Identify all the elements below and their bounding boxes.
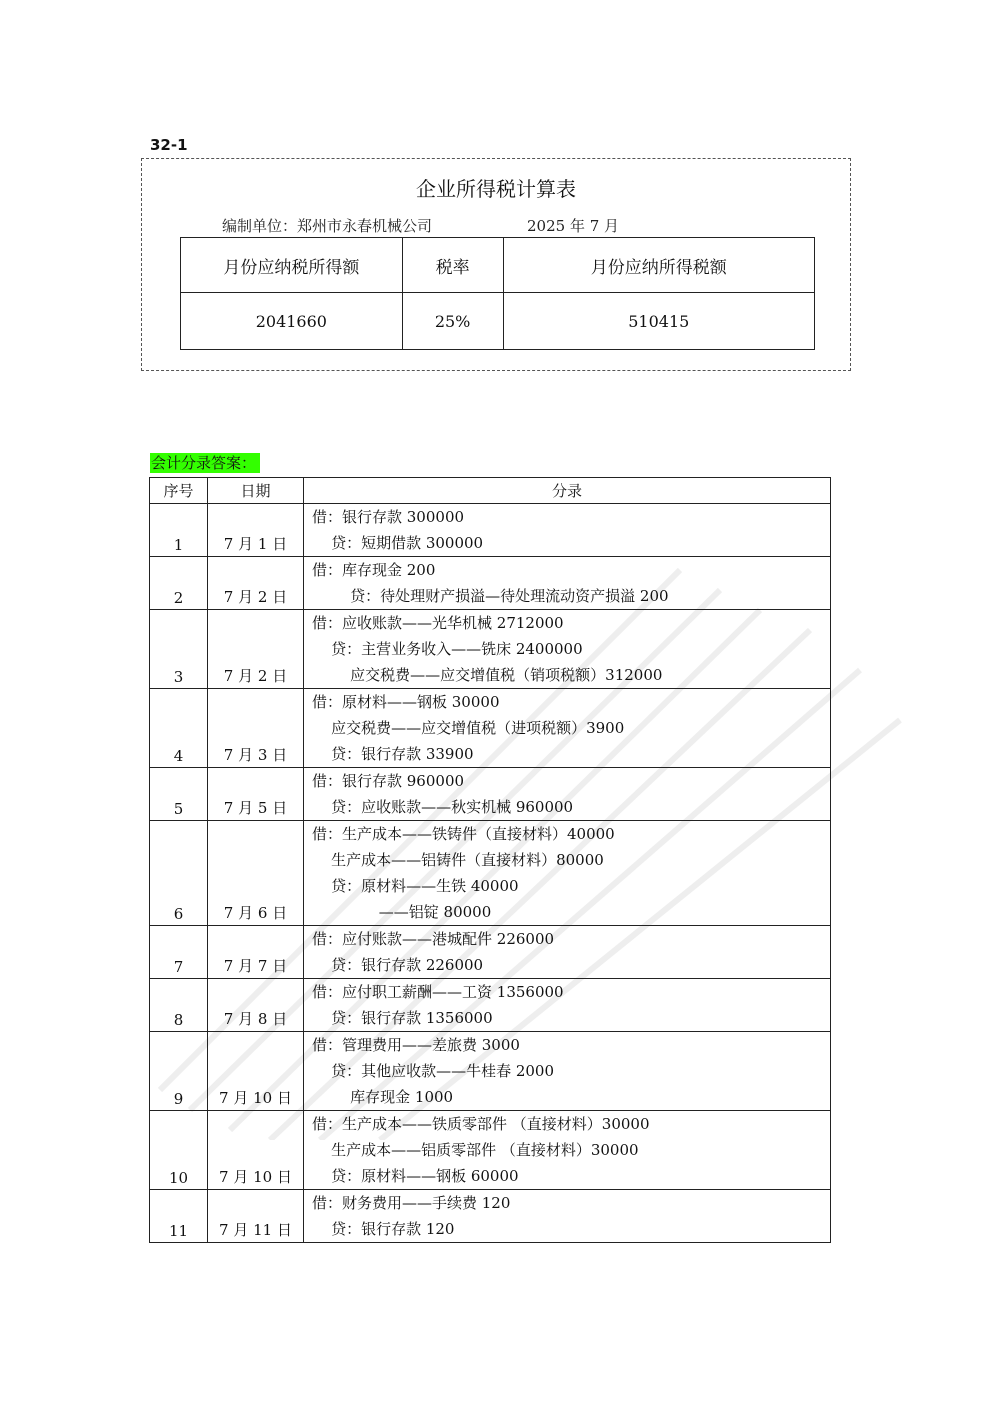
entry-line: 生产成本——铝质零部件 （直接材料）30000 bbox=[312, 1141, 639, 1159]
header-tax-payable: 月份应纳所得税额 bbox=[503, 238, 814, 293]
entry-line: 贷：银行存款 226000 bbox=[312, 956, 484, 974]
entry-num: 11 bbox=[150, 1190, 208, 1243]
unit-label: 编制单位：郑州市永春机械公司 bbox=[222, 217, 433, 235]
entry-line: 贷：银行存款 120 bbox=[312, 1220, 455, 1238]
entry-line: 贷：银行存款 1356000 bbox=[312, 1009, 493, 1027]
table-row bbox=[150, 1190, 831, 1243]
entry-line: 借：银行存款 960000 bbox=[312, 772, 465, 790]
entry-content bbox=[304, 768, 831, 821]
value-taxable-income: 2041660 bbox=[181, 293, 403, 350]
calc-title: 企业所得税计算表 bbox=[416, 177, 576, 201]
table-row bbox=[150, 610, 831, 689]
entry-line: 借：财务费用——手续费 120 bbox=[312, 1194, 511, 1212]
entry-date: 7 月 10 日 bbox=[208, 1032, 304, 1111]
table-row bbox=[150, 504, 831, 557]
entry-line: 借：应付职工薪酬——工资 1356000 bbox=[312, 983, 564, 1001]
entry-num: 6 bbox=[150, 821, 208, 926]
tax-calc-box bbox=[141, 158, 851, 371]
entry-content bbox=[304, 557, 831, 610]
entry-line: 贷：应收账款——秋实机械 960000 bbox=[312, 798, 574, 816]
entry-line: ——铝锭 80000 bbox=[312, 903, 492, 921]
entry-num: 9 bbox=[150, 1032, 208, 1111]
entry-content bbox=[304, 504, 831, 557]
entry-date: 7 月 2 日 bbox=[208, 610, 304, 689]
entry-line: 生产成本——铝铸件（直接材料）80000 bbox=[312, 851, 604, 869]
entry-num: 10 bbox=[150, 1111, 208, 1190]
entry-date: 7 月 8 日 bbox=[208, 979, 304, 1032]
entry-line: 贷：主营业务收入——铣床 2400000 bbox=[312, 640, 583, 658]
entry-content bbox=[304, 1111, 831, 1190]
header-taxable-income: 月份应纳税所得额 bbox=[181, 238, 403, 293]
entry-line: 贷：银行存款 33900 bbox=[312, 745, 474, 763]
header-tax-rate: 税率 bbox=[402, 238, 503, 293]
entry-date: 7 月 11 日 bbox=[208, 1190, 304, 1243]
entry-line: 应交税费——应交增值税（进项税额）3900 bbox=[312, 719, 625, 737]
table-row bbox=[150, 689, 831, 768]
header-entry: 分录 bbox=[304, 478, 831, 504]
entry-num: 5 bbox=[150, 768, 208, 821]
entry-date: 7 月 2 日 bbox=[208, 557, 304, 610]
entry-content bbox=[304, 689, 831, 768]
entry-date: 7 月 1 日 bbox=[208, 504, 304, 557]
entry-num: 1 bbox=[150, 504, 208, 557]
table-row bbox=[150, 1111, 831, 1190]
entry-line: 贷：原材料——钢板 60000 bbox=[312, 1167, 519, 1185]
entry-line: 贷：短期借款 300000 bbox=[312, 534, 484, 552]
value-tax-rate: 25% bbox=[402, 293, 503, 350]
entry-line: 借：应收账款——光华机械 2712000 bbox=[312, 614, 564, 632]
table-row bbox=[150, 1032, 831, 1111]
entry-date: 7 月 6 日 bbox=[208, 821, 304, 926]
entry-date: 7 月 7 日 bbox=[208, 926, 304, 979]
entry-num: 7 bbox=[150, 926, 208, 979]
entry-date: 7 月 3 日 bbox=[208, 689, 304, 768]
table-row bbox=[150, 821, 831, 926]
section-label: 32-1 bbox=[150, 136, 188, 154]
header-num: 序号 bbox=[150, 478, 208, 504]
entry-content bbox=[304, 1190, 831, 1243]
entry-content bbox=[304, 979, 831, 1032]
entry-num: 4 bbox=[150, 689, 208, 768]
entry-line: 借：库存现金 200 bbox=[312, 561, 436, 579]
entry-num: 3 bbox=[150, 610, 208, 689]
value-tax-payable: 510415 bbox=[503, 293, 814, 350]
entry-line: 借：原材料——钢板 30000 bbox=[312, 693, 500, 711]
entry-content bbox=[304, 821, 831, 926]
entry-line: 借：生产成本——铁铸件（直接材料）40000 bbox=[312, 825, 615, 843]
entry-line: 借：应付账款——港城配件 226000 bbox=[312, 930, 555, 948]
entry-line: 借：管理费用——差旅费 3000 bbox=[312, 1036, 520, 1054]
table-row bbox=[150, 979, 831, 1032]
answer-label: 会计分录答案： bbox=[150, 453, 260, 473]
entry-num: 2 bbox=[150, 557, 208, 610]
tax-calc-table bbox=[180, 237, 815, 350]
table-row bbox=[150, 926, 831, 979]
entry-line: 借：生产成本——铁质零部件 （直接材料）30000 bbox=[312, 1115, 650, 1133]
table-row bbox=[150, 557, 831, 610]
entry-line: 库存现金 1000 bbox=[312, 1088, 454, 1106]
entry-content bbox=[304, 1032, 831, 1111]
entry-line: 借：银行存款 300000 bbox=[312, 508, 465, 526]
entry-date: 7 月 10 日 bbox=[208, 1111, 304, 1190]
entry-line: 应交税费——应交增值税（销项税额）312000 bbox=[312, 666, 663, 684]
entry-line: 贷：待处理财产损溢—待处理流动资产损溢 200 bbox=[312, 587, 669, 605]
entry-line: 贷：其他应收款——牛桂春 2000 bbox=[312, 1062, 555, 1080]
table-row bbox=[150, 768, 831, 821]
entry-line: 贷：原材料——生铁 40000 bbox=[312, 877, 519, 895]
entry-content bbox=[304, 610, 831, 689]
entry-date: 7 月 5 日 bbox=[208, 768, 304, 821]
calc-date: 2025 年 7 月 bbox=[527, 217, 620, 235]
entry-content bbox=[304, 926, 831, 979]
journal-entries-table bbox=[149, 477, 831, 1243]
header-date: 日期 bbox=[208, 478, 304, 504]
entry-num: 8 bbox=[150, 979, 208, 1032]
